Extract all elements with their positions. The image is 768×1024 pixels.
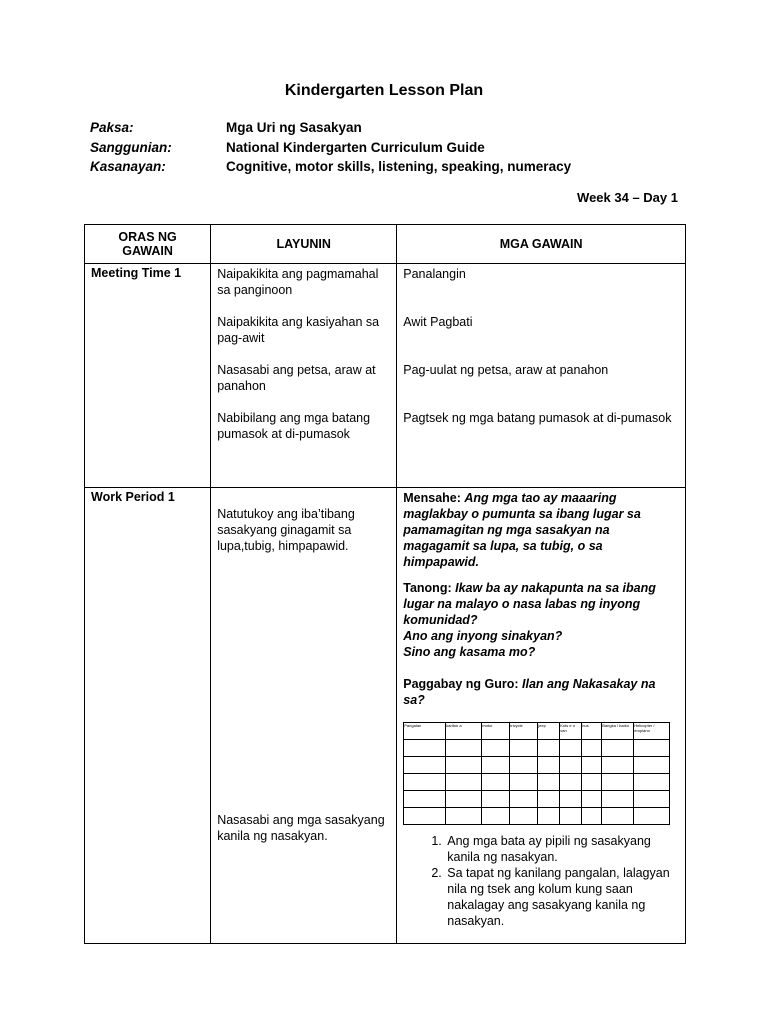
grid-cell [446, 808, 482, 825]
work-activities [397, 488, 686, 944]
meta-label: Paksa: [90, 120, 134, 136]
step-item: 1. Ang mga bata ay pipili ng sasakyang kanila ng nasakyan. [445, 833, 679, 865]
grid-cell [634, 808, 670, 825]
instruction-steps [403, 833, 679, 929]
grid-cell [634, 774, 670, 791]
paggabay-text: Ilan ang Nakasakay na sa? [403, 677, 656, 707]
grid-cell [560, 791, 582, 808]
objective-item: Nabibilang ang mga batang pumasok at di-pumasok [217, 411, 371, 441]
meta-row-paksa [90, 118, 571, 138]
grid-cell [560, 774, 582, 791]
grid-cell [538, 808, 560, 825]
grid-cell [446, 774, 482, 791]
grid-cell [634, 757, 670, 774]
lesson-table [84, 224, 686, 944]
activity-item: Pag-uulat ng petsa, araw at panahon [403, 363, 609, 377]
vehicle-tally-grid [403, 722, 670, 825]
grid-header-cell: kariton a [446, 723, 482, 740]
grid-cell [634, 740, 670, 757]
grid-row [404, 791, 670, 808]
grid-cell [404, 757, 446, 774]
table-header-row [85, 225, 686, 264]
objective-item: Naipakikita ang pagmamahal sa panginoon [217, 267, 379, 297]
grid-cell [482, 740, 510, 757]
meta-row-sanggunian [90, 138, 571, 158]
grid-cell [510, 774, 538, 791]
table-row-meeting [85, 264, 686, 488]
meta-value: Cognitive, motor skills, listening, speaking, numeracy [226, 159, 572, 175]
tanong-line: Ano ang inyong sinakyan? [403, 629, 563, 643]
grid-cell [538, 774, 560, 791]
mensahe-text: Ang mga tao ay maaaring maglakbay o pumunta sa ibang lugar sa pamamagitan ng mga sasakyan na magagamit sa lupa, sa tubig, o sa himpapawid. [403, 491, 641, 569]
grid-cell [582, 791, 602, 808]
meta-label: Kasanayan: [90, 159, 166, 175]
grid-header-cell: Helicopter / eroplano [634, 723, 670, 740]
grid-cell [446, 791, 482, 808]
meeting-activities [397, 264, 686, 488]
grid-cell [404, 740, 446, 757]
grid-cell [482, 791, 510, 808]
grid-cell [602, 740, 634, 757]
grid-row [404, 774, 670, 791]
grid-cell [560, 808, 582, 825]
grid-cell [560, 757, 582, 774]
grid-row [404, 757, 670, 774]
grid-cell [582, 757, 602, 774]
grid-header-cell: tricycle [510, 723, 538, 740]
grid-cell [510, 740, 538, 757]
grid-header-cell: jeep [538, 723, 560, 740]
meta-value: National Kindergarten Curriculum Guide [226, 139, 485, 155]
grid-cell [538, 740, 560, 757]
activity-item: Panalangin [403, 267, 466, 281]
grid-cell [446, 757, 482, 774]
grid-cell [404, 808, 446, 825]
row-label-work: Work Period 1 [85, 488, 211, 944]
meeting-objectives [211, 264, 397, 488]
grid-cell [482, 757, 510, 774]
document-title: Kindergarten Lesson Plan [284, 82, 484, 99]
grid-header-cell: Pangalan [404, 723, 446, 740]
activity-item: Pagtsek ng mga batang pumasok at di-pumasok [403, 411, 672, 425]
header-layunin: LAYUNIN [211, 225, 397, 264]
grid-cell [404, 791, 446, 808]
grid-cell [482, 808, 510, 825]
grid-row [404, 808, 670, 825]
tanong-line: Ikaw ba ay nakapunta na sa ibang lugar na malayo o nasa labas ng inyong komunidad? [403, 581, 656, 627]
header-oras: ORAS NG GAWAIN [85, 225, 211, 264]
tanong-block [403, 580, 679, 660]
mensahe-block [403, 490, 679, 570]
grid-cell [602, 791, 634, 808]
table-row-work [85, 488, 686, 944]
grid-cell [446, 740, 482, 757]
activity-item: Awit Pagbati [403, 315, 473, 329]
grid-cell [404, 774, 446, 791]
grid-cell [510, 808, 538, 825]
grid-cell [538, 757, 560, 774]
paggabay-label: Paggabay ng Guro: [403, 677, 519, 691]
objective-item: Nasasabi ang petsa, araw at panahon [217, 363, 376, 393]
tanong-line: Sino ang kasama mo? [403, 645, 536, 659]
grid-cell [538, 791, 560, 808]
grid-cell [582, 808, 602, 825]
grid-cell [510, 791, 538, 808]
grid-header-cell: motor [482, 723, 510, 740]
grid-cell [602, 774, 634, 791]
header-mga-gawain: MGA GAWAIN [397, 225, 686, 264]
objective-item: Naipakikita ang kasiyahan sa pag-awit [217, 315, 380, 345]
grid-cell [582, 740, 602, 757]
tanong-label: Tanong: [403, 581, 452, 595]
grid-cell [634, 791, 670, 808]
grid-body [404, 740, 670, 825]
grid-cell [582, 774, 602, 791]
meta-row-kasanayan [90, 157, 571, 177]
grid-header-row [404, 723, 670, 740]
step-item: 2. Sa tapat ng kanilang pangalan, lalagyan nila ng tsek ang kolum kung saan nakalagay ang sasakyang kanila ng nasakyan. [445, 865, 679, 929]
grid-header-cell: Kots e o van [560, 723, 582, 740]
objective-item: Nasasabi ang mga sasakyang kanila ng nasakyan. [217, 813, 385, 843]
grid-header-cell: Bangka / barko [602, 723, 634, 740]
grid-cell [482, 774, 510, 791]
week-day-label: Week 34 – Day 1 [577, 190, 678, 205]
grid-cell [560, 740, 582, 757]
paggabay-block [403, 676, 679, 708]
lesson-meta [90, 118, 571, 177]
work-objectives [211, 488, 397, 944]
grid-cell [510, 757, 538, 774]
objective-item: Natutukoy ang iba’tibang sasakyang ginagamit sa lupa,tubig, himpapawid. [217, 507, 355, 553]
grid-cell [602, 757, 634, 774]
grid-header-cell: bus [582, 723, 602, 740]
grid-cell [602, 808, 634, 825]
meta-value: Mga Uri ng Sasakyan [226, 120, 362, 136]
meta-label: Sanggunian: [90, 139, 172, 155]
mensahe-label: Mensahe: [403, 491, 461, 505]
row-label-meeting: Meeting Time 1 [85, 264, 211, 488]
grid-row [404, 740, 670, 757]
